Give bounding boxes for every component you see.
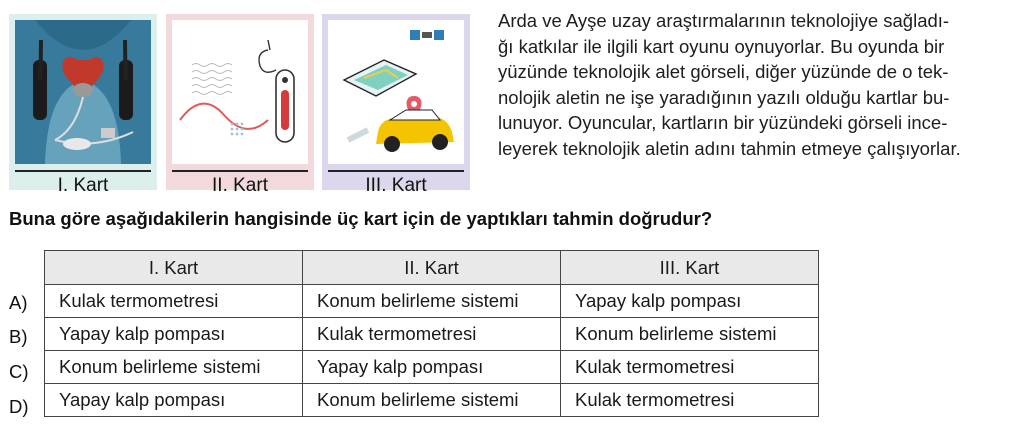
header-card-3: III. Kart	[561, 251, 819, 285]
table-cell: Kulak termometresi	[561, 351, 819, 384]
paragraph-line: yüzünde teknolojik alet görseli, diğer yüzünde de o tek-	[498, 61, 949, 82]
option-letter-d[interactable]: D)	[9, 396, 29, 417]
card-label: II. Kart	[212, 175, 268, 196]
paragraph-line: nolojik aletin ne işe yaradığının yazılı olduğu kartlar bu-	[498, 86, 950, 108]
table-cell: Konum belirleme sistemi	[303, 384, 561, 417]
table-cell: Yapay kalp pompası	[303, 351, 561, 384]
card-2	[166, 14, 314, 196]
table-cell: Konum belirleme sistemi	[45, 351, 303, 384]
option-letter-a[interactable]: A)	[9, 292, 28, 313]
card-3	[322, 14, 470, 196]
table-cell: Kulak termometresi	[303, 318, 561, 351]
card-label: III. Kart	[365, 175, 427, 196]
paragraph-line: leyerek teknolojik aletin adını tahmin etmeye çalışıyorlar.	[498, 137, 961, 159]
answer-options-table	[44, 250, 819, 417]
card-label: I. Kart	[57, 175, 109, 196]
table-cell: Yapay kalp pompası	[45, 318, 303, 351]
header-card-1: I. Kart	[45, 251, 303, 285]
artificial-heart-pump-illustration	[15, 20, 151, 164]
card-1	[9, 14, 157, 196]
card-rule	[172, 170, 308, 172]
table-header-row	[45, 251, 819, 285]
table-cell: Yapay kalp pompası	[561, 285, 819, 318]
table-cell: Konum belirleme sistemi	[303, 285, 561, 318]
story-paragraph	[498, 8, 1004, 161]
card-rule	[328, 170, 464, 172]
option-row-b[interactable]	[45, 318, 819, 351]
table-cell: Kulak termometresi	[561, 384, 819, 417]
card-rule	[15, 170, 151, 172]
table-cell: Konum belirleme sistemi	[561, 318, 819, 351]
option-row-a[interactable]	[45, 285, 819, 318]
option-row-d[interactable]	[45, 384, 819, 417]
option-letter-c[interactable]: C)	[9, 361, 29, 382]
header-card-2: II. Kart	[303, 251, 561, 285]
paragraph-line: Arda ve Ayşe uzay araştırmalarının teknolojiye sağladı-	[498, 10, 950, 31]
ear-thermometer-illustration	[172, 20, 308, 164]
option-letter-b[interactable]: B)	[9, 326, 28, 347]
question-text: Buna göre aşağıdakilerin hangisinde üç kart için de yaptıkları tahmin doğrudur?	[9, 208, 713, 229]
option-row-c[interactable]	[45, 351, 819, 384]
paragraph-line: ğı katkılar ile ilgili kart oyunu oynuyorlar. Bu oyunda bir	[498, 35, 945, 57]
paragraph-line: lunuyor. Oyuncular, kartların bir yüzündeki görseli ince-	[498, 112, 948, 133]
navigation-system-illustration	[328, 20, 464, 164]
table-cell: Yapay kalp pompası	[45, 384, 303, 417]
table-cell: Kulak termometresi	[45, 285, 303, 318]
